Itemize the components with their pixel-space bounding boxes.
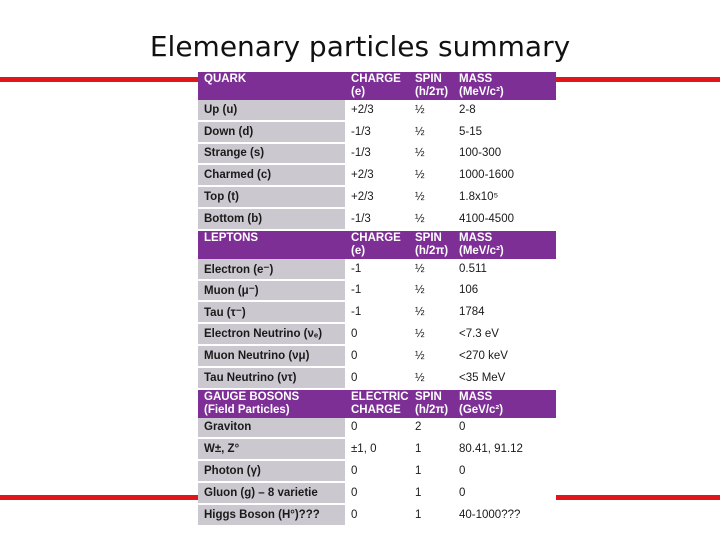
particle-name: Photon (γ) <box>198 460 345 482</box>
particle-name: Top (t) <box>198 186 345 208</box>
leptons-header-cell: MASS (MeV/c²) <box>453 230 556 259</box>
particle-name: Charmed (c) <box>198 164 345 186</box>
particle-value: 0 <box>345 418 409 439</box>
table-row <box>198 504 556 526</box>
particle-value: -1 <box>345 280 409 302</box>
leptons-header-cell: CHARGE (e) <box>345 230 409 259</box>
particle-table <box>198 72 556 527</box>
particle-name: Higgs Boson (H°)??? <box>198 504 345 526</box>
table-row <box>198 345 556 367</box>
quark-header-cell: QUARK <box>198 72 345 100</box>
particle-value: 106 <box>453 280 556 302</box>
table-row <box>198 259 556 280</box>
particle-value: 100-300 <box>453 143 556 165</box>
particle-name: Strange (s) <box>198 143 345 165</box>
quark-header-row <box>198 72 556 100</box>
table-row <box>198 100 556 121</box>
leptons-header-row <box>198 230 556 259</box>
particle-value: ½ <box>409 280 453 302</box>
particle-name: Electron (e⁻) <box>198 259 345 280</box>
particle-value: ½ <box>409 345 453 367</box>
particle-value: ±1, 0 <box>345 438 409 460</box>
particle-value: -1/3 <box>345 208 409 230</box>
quark-header-cell: SPIN (h/2π) <box>409 72 453 100</box>
bosons-header-row <box>198 389 556 418</box>
table-row <box>198 208 556 230</box>
particle-value: -1 <box>345 259 409 280</box>
particle-name: Tau (τ⁻) <box>198 301 345 323</box>
table-row <box>198 301 556 323</box>
particle-value: ½ <box>409 100 453 121</box>
quark-header-cell: CHARGE (e) <box>345 72 409 100</box>
particle-value: 0 <box>453 460 556 482</box>
particle-value: ½ <box>409 301 453 323</box>
table-row <box>198 280 556 302</box>
particle-value: 1 <box>409 504 453 526</box>
table-row <box>198 438 556 460</box>
particle-value: -1/3 <box>345 121 409 143</box>
particle-value: 1784 <box>453 301 556 323</box>
particle-value: 0 <box>345 504 409 526</box>
particle-value: 80.41, 91.12 <box>453 438 556 460</box>
particle-value: -1 <box>345 301 409 323</box>
particle-value: 0 <box>345 323 409 345</box>
particle-name: Bottom (b) <box>198 208 345 230</box>
particle-value: 4100-4500 <box>453 208 556 230</box>
particle-value: 1 <box>409 482 453 504</box>
particle-value: 0 <box>453 418 556 439</box>
particle-value: 1 <box>409 438 453 460</box>
quark-header-cell: MASS (MeV/c²) <box>453 72 556 100</box>
particle-value: 0 <box>345 367 409 389</box>
table-row <box>198 418 556 439</box>
particle-value: ½ <box>409 208 453 230</box>
table-row <box>198 121 556 143</box>
bosons-header-cell: MASS (GeV/c²) <box>453 389 556 418</box>
particle-value: ½ <box>409 143 453 165</box>
particle-name: Up (u) <box>198 100 345 121</box>
particle-value: 1000-1600 <box>453 164 556 186</box>
particle-value: <7.3 eV <box>453 323 556 345</box>
particle-value: ½ <box>409 186 453 208</box>
table-row <box>198 367 556 389</box>
particle-value: ½ <box>409 323 453 345</box>
particle-name: Muon (μ⁻) <box>198 280 345 302</box>
particle-value: 1 <box>409 460 453 482</box>
bosons-header-cell: ELECTRIC CHARGE <box>345 389 409 418</box>
particle-value: +2/3 <box>345 186 409 208</box>
particle-value: <35 MeV <box>453 367 556 389</box>
particle-value: 0 <box>345 345 409 367</box>
particle-value: +2/3 <box>345 164 409 186</box>
particle-name: Electron Neutrino (νₑ) <box>198 323 345 345</box>
slide-title: Elemenary particles summary <box>149 30 571 63</box>
particle-value: ½ <box>409 121 453 143</box>
particle-value: 0 <box>453 482 556 504</box>
leptons-header-cell: SPIN (h/2π) <box>409 230 453 259</box>
particle-value: ½ <box>409 164 453 186</box>
particle-value: 0 <box>345 460 409 482</box>
particle-value: ½ <box>409 259 453 280</box>
bosons-header-cell: GAUGE BOSONS (Field Particles) <box>198 389 345 418</box>
particle-value: <270 keV <box>453 345 556 367</box>
particle-value: 0 <box>345 482 409 504</box>
table-row <box>198 186 556 208</box>
particle-value: +2/3 <box>345 100 409 121</box>
particle-value: 0.511 <box>453 259 556 280</box>
particle-value: 2 <box>409 418 453 439</box>
particle-name: W±, Z° <box>198 438 345 460</box>
leptons-header-cell: LEPTONS <box>198 230 345 259</box>
particle-value: 40-1000??? <box>453 504 556 526</box>
particle-value: 1.8x10⁵ <box>453 186 556 208</box>
particle-name: Tau Neutrino (ντ) <box>198 367 345 389</box>
table-row <box>198 323 556 345</box>
particle-name: Gluon (g) – 8 varietie <box>198 482 345 504</box>
particle-value: 2-8 <box>453 100 556 121</box>
particle-name: Down (d) <box>198 121 345 143</box>
particle-name: Graviton <box>198 418 345 439</box>
table-row <box>198 460 556 482</box>
bosons-header-cell: SPIN (h/2π) <box>409 389 453 418</box>
particle-value: 5-15 <box>453 121 556 143</box>
particle-name: Muon Neutrino (νμ) <box>198 345 345 367</box>
particle-value: -1/3 <box>345 143 409 165</box>
table-row <box>198 164 556 186</box>
particle-value: ½ <box>409 367 453 389</box>
table-row <box>198 143 556 165</box>
table-row <box>198 482 556 504</box>
